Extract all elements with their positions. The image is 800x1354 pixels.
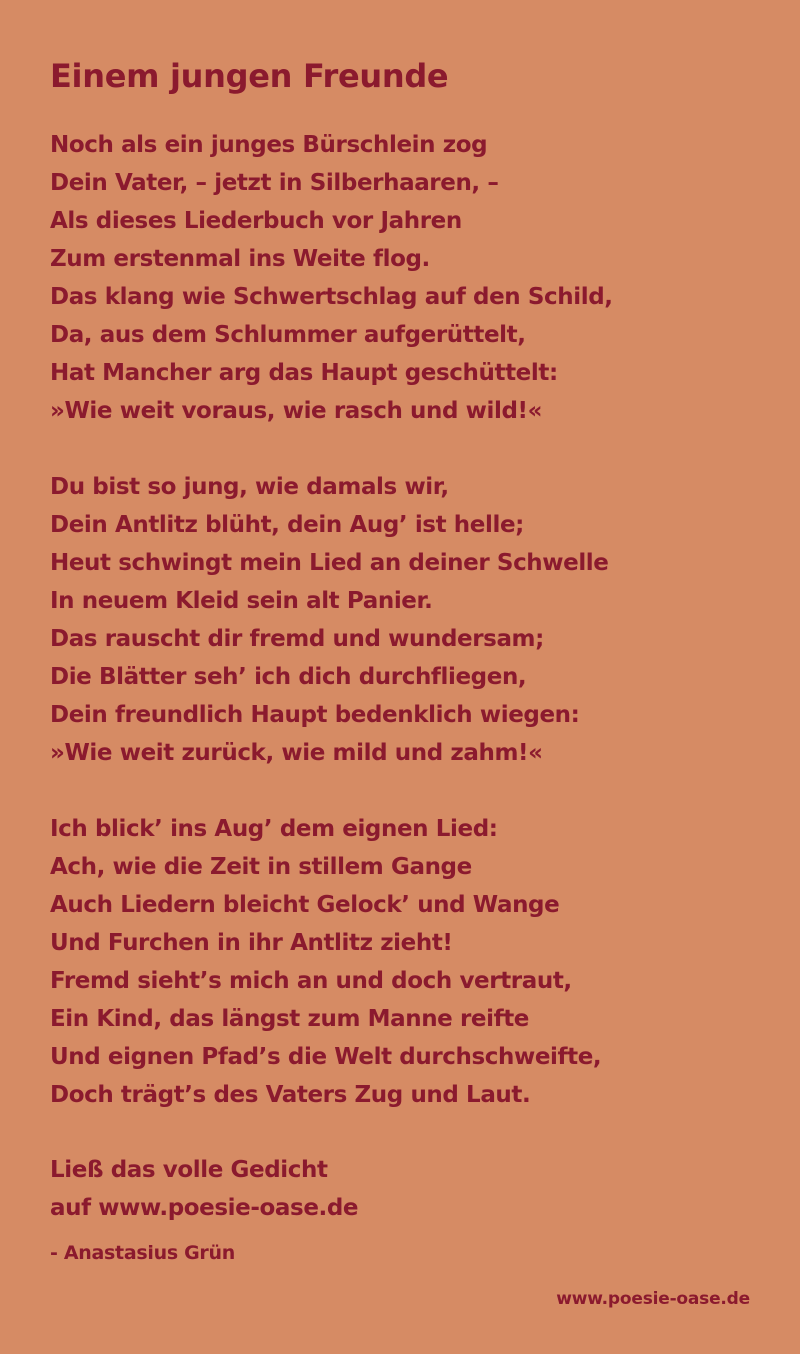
poem-line: Die Blätter seh’ ich dich durchfliegen, (50, 664, 527, 690)
poem-line: Doch trägt’s des Vaters Zug und Laut. (50, 1082, 531, 1108)
poem-line: Dein Antlitz blüht, dein Aug’ ist helle; (50, 512, 524, 538)
poem-line: Heut schwingt mein Lied an deiner Schwelle (50, 550, 609, 576)
poem-body (50, 126, 613, 1152)
poem-line: Und eignen Pfad’s die Welt durchschweifte, (50, 1044, 602, 1070)
poem-line: »Wie weit voraus, wie rasch und wild!« (50, 398, 543, 424)
poem-line: Auch Liedern bleicht Gelock’ und Wange (50, 892, 560, 918)
poem-line: Zum erstenmal ins Weite flog. (50, 246, 430, 272)
poem-line: Das klang wie Schwertschlag auf den Schild, (50, 284, 613, 310)
poem-line: Fremd sieht’s mich an und doch vertraut, (50, 968, 572, 994)
poem-line: Ich blick’ ins Aug’ dem eignen Lied: (50, 816, 498, 842)
stanza-3 (50, 810, 613, 1114)
cta-line: Ließ das volle Gedicht (50, 1157, 328, 1183)
footer-website-url: www.poesie-oase.de (556, 1289, 750, 1309)
poem-line: Hat Mancher arg das Haupt geschüttelt: (50, 360, 558, 386)
poem-line: Dein freundlich Haupt bedenklich wiegen: (50, 702, 580, 728)
poem-line: Dein Vater, – jetzt in Silberhaaren, – (50, 170, 499, 196)
cta-line: auf www.poesie-oase.de (50, 1195, 359, 1221)
poem-title: Einem jungen Freunde (50, 57, 449, 95)
poem-line: Da, aus dem Schlummer aufgerüttelt, (50, 322, 526, 348)
poem-line: Ein Kind, das längst zum Manne reifte (50, 1006, 530, 1032)
stanza-1 (50, 126, 613, 430)
poem-line: Und Furchen in ihr Antlitz zieht! (50, 930, 453, 956)
poem-line: In neuem Kleid sein alt Panier. (50, 588, 433, 614)
poem-line: Als dieses Liederbuch vor Jahren (50, 208, 462, 234)
poem-line: Noch als ein junges Bürschlein zog (50, 132, 488, 158)
poem-line: Ach, wie die Zeit in stillem Gange (50, 854, 472, 880)
full-poem-notice (50, 1151, 358, 1227)
poem-line: Du bist so jung, wie damals wir, (50, 474, 449, 500)
poem-line: Das rauscht dir fremd und wundersam; (50, 626, 544, 652)
poem-line: »Wie weit zurück, wie mild und zahm!« (50, 740, 543, 766)
stanza-2 (50, 468, 613, 772)
poem-author: - Anastasius Grün (50, 1242, 235, 1264)
